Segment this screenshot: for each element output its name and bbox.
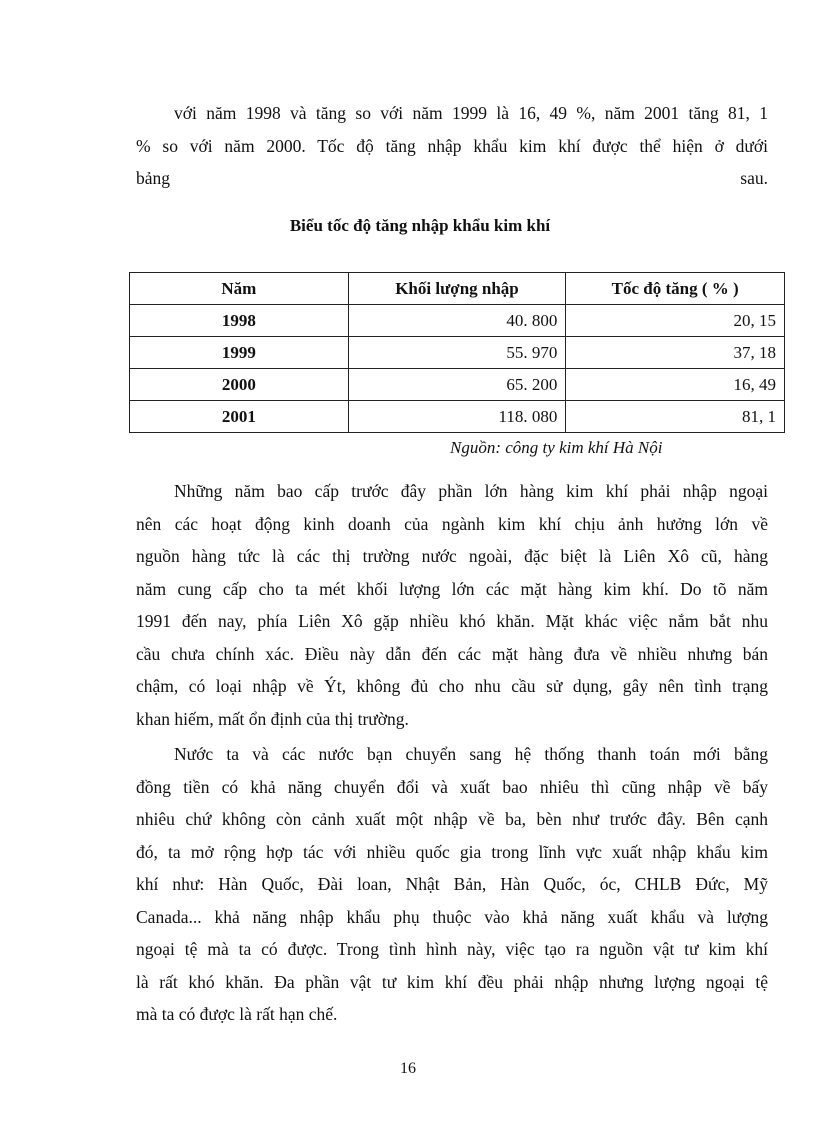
paragraph-line: 1991 đến nay, phía Liên Xô gặp nhiều khó khăn. Mặt khác việc nắm bắt nhu: [136, 611, 768, 631]
cell-growth: 37, 18: [566, 337, 785, 369]
cell-year: 2000: [130, 369, 349, 401]
intro-last-line: [136, 162, 768, 195]
table-row: [130, 369, 785, 401]
paragraph-line: Nước ta và các nước bạn chuyển sang hệ thống thanh toán mới bằng: [174, 744, 768, 764]
paragraph-line: năm cung cấp cho ta mét khối lượng lớn các mặt hàng kim khí. Do tõ năm: [136, 578, 768, 599]
table-title: [0, 216, 816, 236]
paragraph-line: khan hiếm, mất ổn định của thị trường.: [136, 708, 409, 729]
paragraph-1: [136, 475, 768, 735]
header-year: Năm: [130, 273, 349, 305]
paragraph-line: cầu chưa chính xác. Điều này dẫn đến các mặt hàng đưa về nhiều nhưng bán: [136, 643, 768, 664]
paragraph-line: là rất khó khăn. Đa phần vật tư kim khí đều phải nhập nhưng lượng ngoại tệ: [136, 971, 768, 992]
paragraph-line: nhiêu chứ không còn cảnh xuất một nhập về ba, bèn như trước đây. Bên cạnh: [136, 809, 768, 829]
intro-line: % so với năm 2000. Tốc độ tăng nhập khẩu kim khí được thể hiện ở dưới: [136, 135, 768, 156]
cell-year: 1998: [130, 305, 349, 337]
cell-volume: 55. 970: [348, 337, 566, 369]
paragraph-line: nên các hoạt động kinh doanh của ngành kim khí chịu ảnh hưởng lớn về: [136, 513, 768, 534]
intro-last-left: bảng: [136, 168, 171, 188]
paragraph-line: Những năm bao cấp trước đây phần lớn hàng kim khí phải nhập ngoại: [174, 481, 768, 501]
intro-last-right: sau.: [740, 168, 768, 188]
paragraph-line: Canada... khả năng nhập khẩu phụ thuộc vào khả năng xuất khẩu và lượng: [136, 906, 768, 927]
cell-volume: 118. 080: [348, 401, 566, 433]
paragraph-line: đó, ta mở rộng hợp tác với nhiều quốc gia trong lĩnh vực xuất nhập khẩu kim: [136, 841, 768, 862]
cell-growth: 81, 1: [566, 401, 785, 433]
table-row: [130, 401, 785, 433]
page-number: 16: [400, 1060, 416, 1077]
cell-year: 1999: [130, 337, 349, 369]
paragraph-line: chậm, có loại nhập về Ýt, không đủ cho nhu cầu sử dụng, gây nên tình trạng: [136, 676, 768, 696]
table-row: [130, 305, 785, 337]
header-volume: Khối lượng nhập: [348, 273, 566, 305]
cell-growth: 20, 15: [566, 305, 785, 337]
header-growth: Tốc độ tăng ( % ): [566, 273, 785, 305]
paragraph-line: đồng tiền có khả năng chuyển đổi và xuất bao nhiêu thì cũng nhập về bấy: [136, 776, 768, 797]
table-title-text: Biểu tốc độ tăng nhập khẩu kim khí: [289, 216, 551, 235]
paragraph-2: [136, 738, 768, 1031]
cell-year: 2001: [130, 401, 349, 433]
paragraph-line: khí như: Hàn Quốc, Đài loan, Nhật Bản, Hàn Quốc, óc, CHLB Đức, Mỹ: [136, 874, 768, 894]
table-row: [130, 337, 785, 369]
table-source: Nguồn: công ty kim khí Hà Nội: [450, 438, 663, 457]
import-growth-table: [129, 272, 785, 433]
cell-volume: 40. 800: [348, 305, 566, 337]
table-header-row: [130, 273, 785, 305]
paragraph-line: mà ta có được là rất hạn chế.: [136, 1004, 338, 1024]
intro-paragraph: [136, 97, 768, 195]
paragraph-line: ngoại tệ mà ta có được. Trong tình hình này, việc tạo ra nguồn vật tư kim khí: [136, 939, 768, 959]
cell-volume: 65. 200: [348, 369, 566, 401]
cell-growth: 16, 49: [566, 369, 785, 401]
paragraph-line: nguồn hàng tức là các thị trường nước ngoài, đặc biệt là Liên Xô cũ, hàng: [136, 546, 768, 566]
intro-line: với năm 1998 và tăng so với năm 1999 là 16, 49 %, năm 2001 tăng 81, 1: [174, 103, 768, 123]
